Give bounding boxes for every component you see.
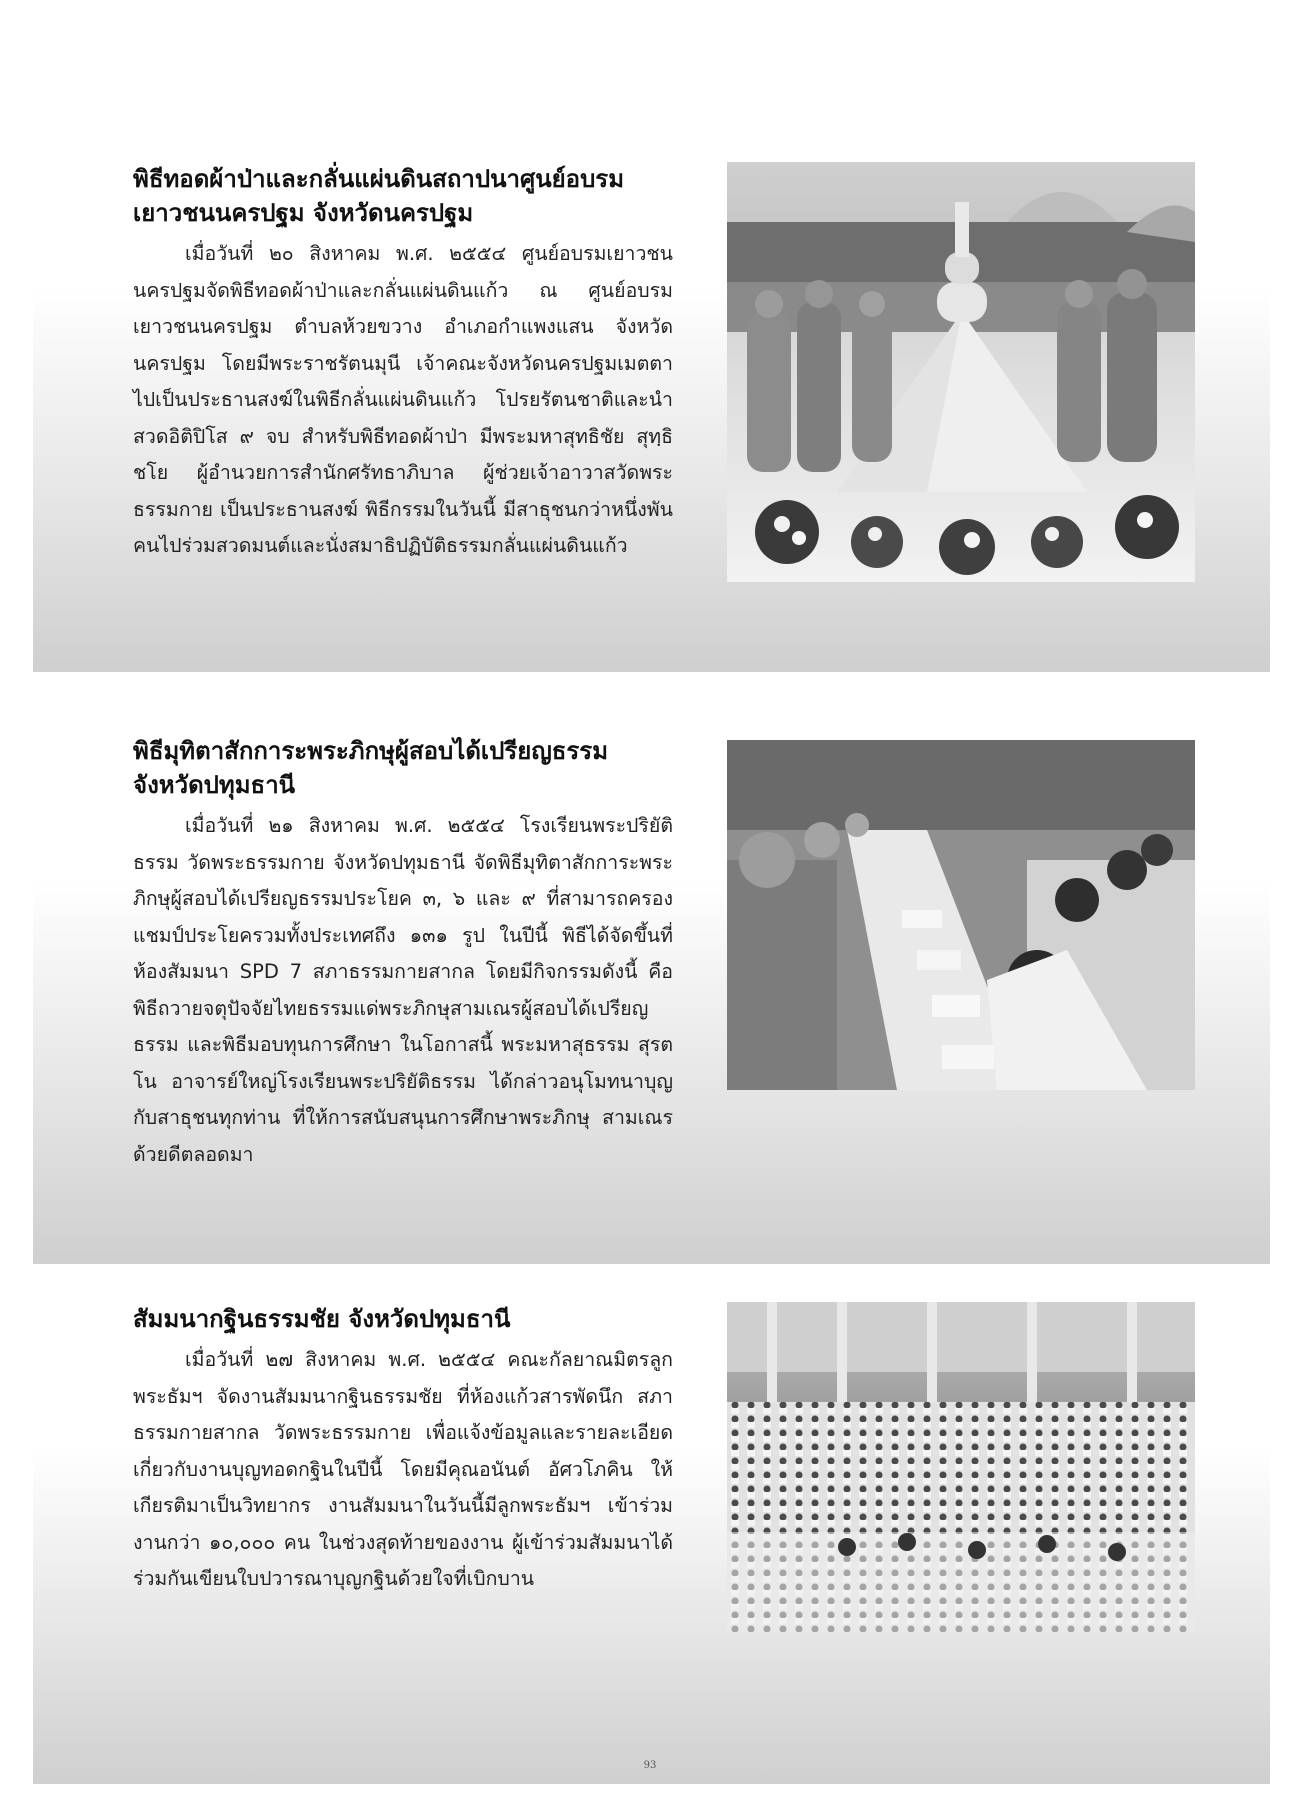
article-title-1-line1: พิธีทอดผ้าป่าและกลั่นแผ่นดินสถาปนาศูนย์อบรม: [133, 165, 625, 193]
article-body-1: เมื่อวันที่ ๒๐ สิงหาคม พ.ศ. ๒๕๕๔ ศูนย์อบรมเยาวชนนครปฐมจัดพิธีทอดผ้าป่าและกลั่นแผ่นดินแก้ว ณ ศูนย์อบรมเยาวชนนครปฐม ตำบลห้วยขวาง อำเภอกำแพงแสน จังหวัดนครปฐม โดยมีพระราชรัตนมุนี เจ้าคณะจังหวัดนครปฐมเมตตาไปเป็นประธานสงฆ์ในพิธีกลั่นแผ่นดินแก้ว โปรยรัตนชาติและนำสวดอิติปิโส ๙ จบ สำหรับพิธีทอดผ้าป่า มีพระมหาสุทธิชัย สุทฺธิชโย ผู้อำนวยการสำนักศรัทธาภิบาล ผู้ช่วยเจ้าอาวาสวัดพระธรรมกาย เป็นประธานสงฆ์ พิธีกรรมในวันนี้ มีสาธุชนกว่าหนึ่งพันคนไปร่วมสวดมนต์และนั่งสมาธิปฏิบัติธรรมกลั่นแผ่นดินแก้ว: [133, 242, 673, 557]
article-title-1: [133, 162, 673, 230]
article-body-3: เมื่อวันที่ ๒๗ สิงหาคม พ.ศ. ๒๕๕๔ คณะกัลยาณมิตรลูกพระธัมฯ จัดงานสัมมนากฐินธรรมชัย ที่ห้องแก้วสารพัดนึก สภาธรรมกายสากล วัดพระธรรมกาย เพื่อแจ้งข้อมูลและรายละเอียดเกี่ยวกับงานบุญทอดกฐินในปีนี้ โดยมีคุณอนันต์ อัศวโภคิน ให้เกียรติมาเป็นวิทยากร งานสัมมนาในวันนี้มีลูกพระธัมฯ เข้าร่วมงานกว่า ๑๐,๐๐๐ คน ในช่วงสุดท้ายของงาน ผู้เข้าร่วมสัมมนาได้ร่วมกันเขียนใบปวารณาบุญกฐินด้วยใจที่เบิกบาน: [133, 1348, 673, 1590]
article-title-3-line1: สัมมนากฐินธรรมชัย จังหวัดปทุมธานี: [133, 1305, 511, 1333]
article-section-2: [133, 734, 673, 1173]
article-title-2-line1: พิธีมุทิตาสักการะพระภิกษุผู้สอบได้เปรียญธรรม: [133, 737, 609, 765]
article-title-1-line2: เยาวชนนครปฐม จังหวัดนครปฐม: [133, 199, 474, 227]
page-number: 93: [643, 1760, 657, 1771]
article-section-1: [133, 162, 673, 565]
article-title-2-line2: จังหวัดปทุมธานี: [133, 771, 296, 799]
article-section-3: [133, 1302, 673, 1598]
article-title-2: [133, 734, 673, 802]
seminar-photo-3: [727, 1302, 1195, 1632]
ceremony-photo-1: [727, 162, 1195, 582]
article-body-2: เมื่อวันที่ ๒๑ สิงหาคม พ.ศ. ๒๕๕๔ โรงเรียนพระปริยัติธรรม วัดพระธรรมกาย จังหวัดปทุมธานี จัดพิธีมุทิตาสักการะพระภิกษุผู้สอบได้เปรียญธรรมประโยค ๓, ๖ และ ๙ ที่สามารถครองแชมป์ประโยครวมทั้งประเทศถึง ๑๓๑ รูป ในปีนี้ พิธีได้จัดขึ้นที่ห้องสัมมนา SPD 7 สภาธรรมกายสากล โดยมีกิจกรรมดังนี้ คือ พิธีถวายจตุปัจจัยไทยธรรมแด่พระภิกษุสามเณรผู้สอบได้เปรียญธรรม และพิธีมอบทุนการศึกษา ในโอกาสนี้ พระมหาสุธรรม สุรตโน อาจารย์ใหญ่โรงเรียนพระปริยัติธรรม ได้กล่าวอนุโมทนาบุญกับสาธุชนทุกท่าน ที่ให้การสนับสนุนการศึกษาพระภิกษุ สามเณรด้วยดีตลอดมา: [133, 814, 673, 1166]
article-title-3: [133, 1302, 673, 1336]
ceremony-photo-2: [727, 740, 1195, 1090]
